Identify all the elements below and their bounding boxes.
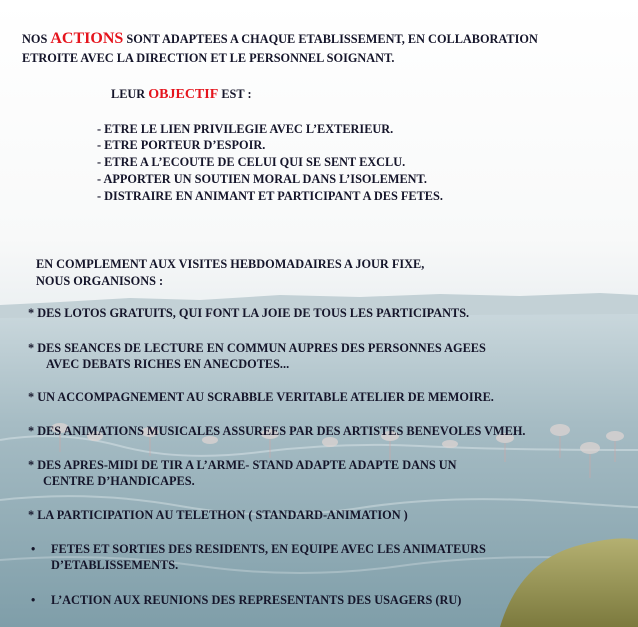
complement-line-2: NOUS ORGANISONS : bbox=[36, 274, 164, 288]
activity-item: * LA PARTICIPATION AU TELETHON ( STANDARD-ANIMATION ) bbox=[28, 508, 408, 522]
objective-item: - APPORTER UN SOUTIEN MORAL DANS L’ISOLEMENT. bbox=[97, 172, 427, 186]
bullet-item: FETES ET SORTIES DES RESIDENTS, EN EQUIPE AVEC LES ANIMATEURS bbox=[51, 542, 486, 556]
bullet-icon: • bbox=[31, 542, 36, 556]
complement-line-1: EN COMPLEMENT AUX VISITES HEBDOMADAIRES A JOUR FIXE, bbox=[36, 257, 425, 271]
activity-item-continued: CENTRE D’HANDICAPES. bbox=[43, 474, 195, 488]
objective-item: - ETRE LE LIEN PRIVILEGIE AVEC L’EXTERIEUR. bbox=[97, 122, 394, 136]
objective-pre: LEUR bbox=[111, 87, 146, 101]
intro-line-1-rest: SONT ADAPTEES A CHAQUE ETABLISSEMENT, EN COLLABORATION bbox=[126, 32, 538, 46]
activity-item: * DES SEANCES DE LECTURE EN COMMUN AUPRES DES PERSONNES AGEES bbox=[28, 341, 486, 355]
objective-keyword: OBJECTIF bbox=[148, 87, 219, 102]
bullet-item: L’ACTION AUX REUNIONS DES REPRESENTANTS DES USAGERS (RU) bbox=[51, 593, 462, 607]
objective-item: - DISTRAIRE EN ANIMANT ET PARTICIPANT A DES FETES. bbox=[97, 189, 443, 203]
objective-post: EST : bbox=[221, 87, 252, 101]
objective-item: - ETRE A L’ECOUTE DE CELUI QUI SE SENT EXCLU. bbox=[97, 155, 406, 169]
objective-item: - ETRE PORTEUR D’ESPOIR. bbox=[97, 138, 266, 152]
activity-item: * DES APRES-MIDI DE TIR A L’ARME- STAND ADAPTE ADAPTE DANS UN bbox=[28, 458, 457, 472]
intro-line-1 bbox=[22, 30, 538, 48]
bullet-icon: • bbox=[31, 593, 36, 607]
activity-item-continued: AVEC DEBATS RICHES EN ANECDOTES... bbox=[46, 357, 290, 371]
activity-item: * DES ANIMATIONS MUSICALES ASSUREES PAR DES ARTISTES BENEVOLES VMEH. bbox=[28, 424, 526, 438]
activity-item: * UN ACCOMPAGNEMENT AU SCRABBLE VERITABLE ATELIER DE MEMOIRE. bbox=[28, 390, 494, 404]
intro-pre: NOS bbox=[22, 32, 48, 46]
intro-keyword: ACTIONS bbox=[50, 30, 124, 47]
objective-heading bbox=[111, 86, 252, 103]
bullet-item-continued: D’ETABLISSEMENTS. bbox=[51, 558, 179, 572]
activity-item: * DES LOTOS GRATUITS, QUI FONT LA JOIE DE TOUS LES PARTICIPANTS. bbox=[28, 306, 470, 320]
intro-line-2: ETROITE AVEC LA DIRECTION ET LE PERSONNEL SOIGNANT. bbox=[22, 51, 395, 65]
